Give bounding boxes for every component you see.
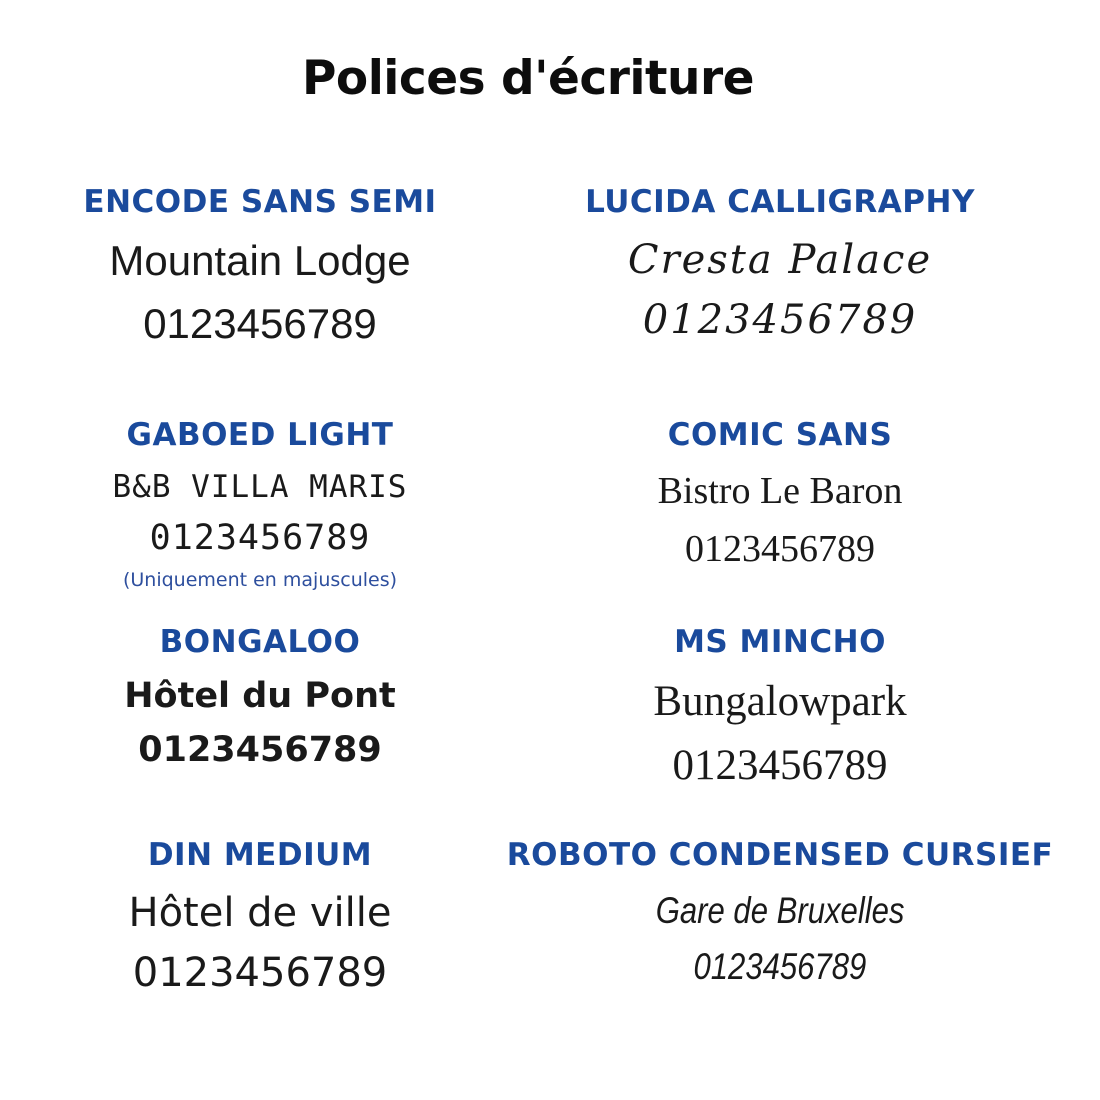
font-name: MS MINCHO <box>674 624 886 661</box>
font-block-roboto-condensed-cursief <box>506 837 1054 998</box>
font-sample-digits: 0123456789 <box>693 946 867 988</box>
font-block-ms-mincho <box>520 624 1040 837</box>
font-sample-digits: 0123456789 <box>672 741 888 789</box>
font-sample-digits: 0123456789 <box>132 950 388 997</box>
font-sample-text: B&B VILLA MARIS <box>112 469 408 506</box>
font-sample-text: Gare de Bruxelles <box>655 890 905 932</box>
font-name: GABOED LIGHT <box>126 417 394 454</box>
uppercase-only-note: (Uniquement en majuscules) <box>122 568 398 591</box>
font-name: COMIC SANS <box>667 417 893 454</box>
font-sample-digits: 0123456789 <box>143 299 377 347</box>
font-sample-text: Mountain Lodge <box>109 237 411 285</box>
font-block-lucida-calligraphy <box>520 184 1040 417</box>
font-name: LUCIDA CALLIGRAPHY <box>585 184 975 221</box>
font-sample-text: Bistro Le Baron <box>657 470 903 513</box>
font-block-gaboed-light <box>0 417 520 624</box>
font-sample-digits: 0123456789 <box>642 297 918 344</box>
font-name: ENCODE SANS SEMI <box>83 184 437 221</box>
font-sample-text: Hôtel du Pont <box>124 676 396 717</box>
font-name: BONGALOO <box>159 624 361 661</box>
font-name: DIN MEDIUM <box>147 837 373 874</box>
font-sample-digits: 0123456789 <box>138 729 382 770</box>
font-block-encode-sans-semi <box>0 184 520 417</box>
font-sample-digits: 0123456789 <box>685 527 875 570</box>
font-block-comic-sans <box>520 417 1040 624</box>
font-sample-text: Cresta Palace <box>627 237 933 284</box>
font-block-bongaloo <box>0 624 520 837</box>
font-sample-digits: 0123456789 <box>149 517 371 558</box>
font-grid <box>0 184 1054 998</box>
page-title: Polices d'écriture <box>301 51 755 106</box>
font-block-din-medium <box>0 837 520 998</box>
font-sample-text: Bungalowpark <box>653 678 907 726</box>
font-sample-text: Hôtel de ville <box>128 890 392 937</box>
font-name: ROBOTO CONDENSED CURSIEF <box>506 837 1054 874</box>
